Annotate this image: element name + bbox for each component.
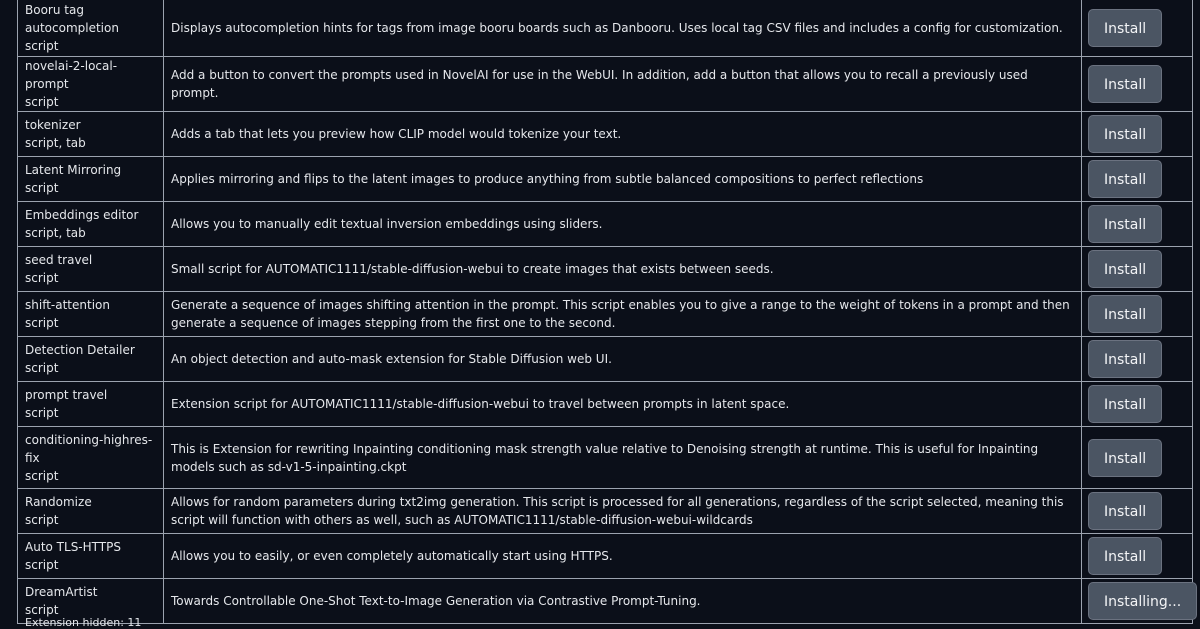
install-button[interactable]: Install <box>1088 537 1162 575</box>
extension-name: tokenizer <box>25 118 81 132</box>
extension-name: Embeddings editor <box>25 208 139 222</box>
extension-name: Booru tag autocompletion <box>25 2 119 35</box>
installing-button[interactable]: Installing... <box>1088 582 1197 620</box>
extension-description: Generate a sequence of images shifting attention in the prompt. This script enables you to give a range to the weight of tokens in a prompt and then generate a sequence of images stepping from the first one to the second. <box>164 292 1082 337</box>
install-button[interactable]: Install <box>1088 205 1162 243</box>
install-button[interactable]: Install <box>1088 250 1162 288</box>
extension-name-cell <box>18 427 164 489</box>
extension-action-cell <box>1082 337 1193 382</box>
extension-tags: script <box>25 513 59 527</box>
extension-name: Detection Detailer <box>25 343 135 357</box>
install-button[interactable]: Install <box>1088 160 1162 198</box>
extension-name: conditioning-highres-fix <box>25 432 153 465</box>
extension-description: Applies mirroring and flips to the latent images to produce anything from subtle balanced compositions to perfect reflections <box>164 157 1082 202</box>
extension-row <box>18 202 1193 247</box>
extension-name-cell <box>18 202 164 247</box>
extension-description: Small script for AUTOMATIC1111/stable-diffusion-webui to create images that exists between seeds. <box>164 247 1082 292</box>
extensions-table-body <box>18 0 1193 624</box>
install-button[interactable]: Install <box>1088 115 1162 153</box>
install-button[interactable]: Install <box>1088 439 1162 477</box>
extension-name-cell <box>18 534 164 579</box>
extension-name-cell <box>18 57 164 112</box>
install-button[interactable]: Install <box>1088 340 1162 378</box>
extension-name-cell <box>18 337 164 382</box>
extension-name-cell <box>18 292 164 337</box>
extension-name-cell <box>18 247 164 292</box>
extension-action-cell <box>1082 247 1193 292</box>
extension-name-cell <box>18 489 164 534</box>
extension-tags: script <box>25 95 59 109</box>
extension-name: Latent Mirroring <box>25 163 122 177</box>
extension-description: Add a button to convert the prompts used in NovelAI for use in the WebUI. In addition, add a button that allows you to recall a previously used prompt. <box>164 57 1082 112</box>
extension-tags: script <box>25 271 59 285</box>
extension-tags: script <box>25 181 59 195</box>
extension-row <box>18 427 1193 489</box>
extension-row <box>18 534 1193 579</box>
extension-description: Adds a tab that lets you preview how CLIP model would tokenize your text. <box>164 112 1082 157</box>
extension-description: Towards Controllable One-Shot Text-to-Image Generation via Contrastive Prompt-Tuning. <box>164 579 1082 624</box>
extension-description: Allows for random parameters during txt2img generation. This script is processed for all generations, regardless of the script selected, meaning this script will function with others as well, such as AUTOMATIC1111/stable-diffusion-webui-wildcards <box>164 489 1082 534</box>
extension-name-cell <box>18 0 164 57</box>
extension-name: novelai-2-local-prompt <box>25 59 118 91</box>
extension-action-cell <box>1082 427 1193 489</box>
extension-row <box>18 112 1193 157</box>
extension-action-cell <box>1082 534 1193 579</box>
extension-row <box>18 57 1193 112</box>
extension-name: shift-attention <box>25 298 110 312</box>
extension-action-cell <box>1082 0 1193 57</box>
extension-description: Allows you to manually edit textual inversion embeddings using sliders. <box>164 202 1082 247</box>
install-button[interactable]: Install <box>1088 295 1162 333</box>
install-button[interactable]: Install <box>1088 385 1162 423</box>
extension-name: Auto TLS-HTTPS <box>25 540 121 554</box>
extension-tags: script <box>25 316 59 330</box>
extension-name: DreamArtist <box>25 585 98 599</box>
install-button[interactable]: Install <box>1088 65 1162 103</box>
extension-action-cell <box>1082 382 1193 427</box>
extension-name-cell <box>18 112 164 157</box>
extension-action-cell <box>1082 157 1193 202</box>
extension-tags: script <box>25 468 59 483</box>
extension-action-cell <box>1082 579 1193 624</box>
extension-action-cell <box>1082 202 1193 247</box>
extension-tags: script <box>25 603 59 617</box>
extension-description: Extension script for AUTOMATIC1111/stable-diffusion-webui to travel between prompts in latent space. <box>164 382 1082 427</box>
extension-hidden-count: Extension hidden: 11 <box>25 616 142 629</box>
extension-action-cell <box>1082 112 1193 157</box>
extension-name-cell <box>18 382 164 427</box>
extension-tags: script <box>25 406 59 420</box>
extension-description: Displays autocompletion hints for tags from image booru boards such as Danbooru. Uses local tag CSV files and includes a config for customization. <box>164 0 1082 57</box>
extension-description: This is Extension for rewriting Inpainting conditioning mask strength value relative to Denoising strength at runtime. This is useful for Inpainting models such as sd-v1-5-inpainting.ckpt <box>164 427 1082 489</box>
extension-description: Allows you to easily, or even completely automatically start using HTTPS. <box>164 534 1082 579</box>
extension-action-cell <box>1082 57 1193 112</box>
extension-tags: script <box>25 361 59 375</box>
extension-action-cell <box>1082 292 1193 337</box>
install-button[interactable]: Install <box>1088 9 1162 47</box>
extensions-table <box>17 0 1193 624</box>
extension-description: An object detection and auto-mask extension for Stable Diffusion web UI. <box>164 337 1082 382</box>
extension-name: Randomize <box>25 495 92 509</box>
extension-name-cell <box>18 157 164 202</box>
extension-row <box>18 337 1193 382</box>
install-button[interactable]: Install <box>1088 492 1162 530</box>
extension-name: prompt travel <box>25 388 108 402</box>
extension-row <box>18 292 1193 337</box>
extension-row <box>18 247 1193 292</box>
extension-name: seed travel <box>25 253 93 267</box>
extension-row <box>18 157 1193 202</box>
extension-tags: script <box>25 558 59 572</box>
extension-tags: script, tab <box>25 136 86 150</box>
extension-tags: script, tab <box>25 226 86 240</box>
extension-row <box>18 489 1193 534</box>
extension-row <box>18 579 1193 624</box>
extension-row <box>18 0 1193 57</box>
extension-tags: script <box>25 38 59 53</box>
extension-row <box>18 382 1193 427</box>
extension-action-cell <box>1082 489 1193 534</box>
